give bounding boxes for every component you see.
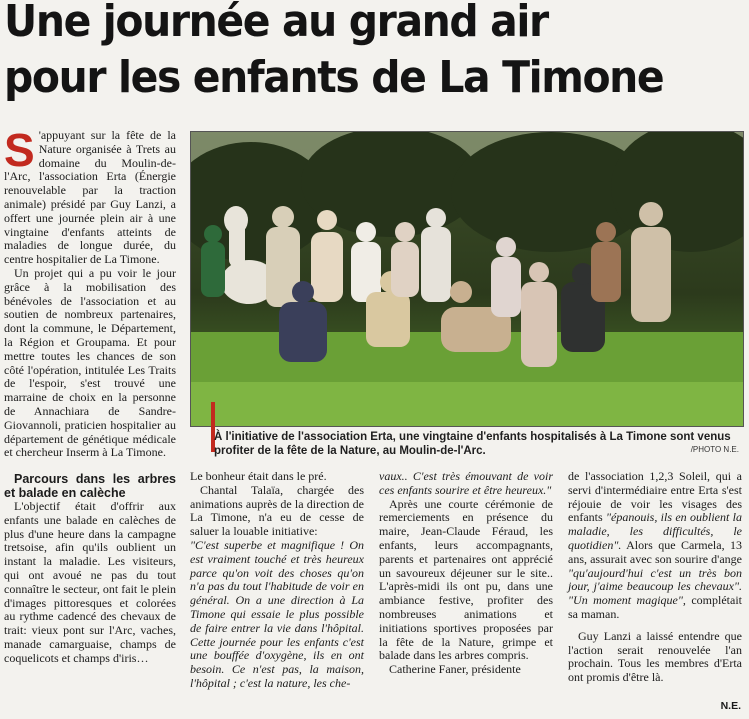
headline [4, 0, 696, 106]
paragraph-faner: Catherine Faner, présidente [389, 662, 521, 677]
paragraph-ceremonie: Après une courte cérémonie de remerciements en présence du maire, Jean-Claude Féraud, les enfants, leurs accompagnants, parents et partenaires ont apprécié un savoureux déjeuner sur le site.. L'après-midi ils ont pu, dans une ambiance festive, profiter des nombreuses animations et initiations sportives proposées par la fête de la Nature, grimpe et balade dans les arbres compris. [379, 496, 553, 663]
paragraph-soleil: de l'association 1,2,3 Soleil, qui a servi d'intermédiaire entre Erta s'est réjouie de voir les visages des enfants "épanouis, ils en oublient la maladie, les difficultés, le quotidien". Alors que Carmela, 13 ans, assurait avec son sourire d'ange "qu'aujourd'hui c'est un très bon jour, j'aime beaucoup les chevaux". "Un moment magique", complétait sa maman. [568, 469, 743, 621]
photo-credit: /PHOTO N.E. [690, 445, 739, 454]
column-1-top [4, 124, 176, 460]
column-1-bottom [4, 472, 176, 666]
intro-paragraph: S 'appuyant sur la fête de la Nature organisée à Trets au domaine du Moulin-de-l'Arc, l'association Erta (Énergie renouvelable par la traction animale) présidé par Guy Lanzi, a offert une journée plein air à une vingtaine d'enfants atteints de maladies de longue durée, du centre hospitalier de La Timone. [4, 124, 176, 267]
headline-line-1: Une journée au grand air [4, 0, 548, 47]
paragraph-bonheur: Le bonheur était dans le pré. [190, 469, 327, 483]
subheading: Parcours dans les arbres et balade en calèche [4, 472, 176, 500]
paragraph-lanzi: Guy Lanzi a laissé entendre que l'action serait renouvelée l'an prochain. Tous les membres d'Erta ont promis d'être là. [568, 628, 742, 685]
article-photo [190, 131, 744, 427]
author-signature: N.E. [720, 700, 741, 712]
column-4 [568, 470, 742, 685]
quote-talaia-end: vaux.. C'est très émouvant de voir ces enfants sourire et être heureux." [379, 469, 553, 497]
quote-talaia: "C'est superbe et magnifique ! On est vraiment touché et très heureux parce qu'on voit des choses qu'on n'a pas du tout l'habitude de voir en général. On a une direction à La Timone qui essaie le plus possible de faire entrer la vie dans l'hôpital. Cette journée pour les enfants c'est une bouffée d'oxygène, ils en ont besoin. Ce n'est pas, la maison, l'hôpital ; c'est la nature, les che- [190, 537, 364, 690]
photo-caption: À l'initiative de l'association Erta, une vingtaine d'enfants hospitalisés à La Timone sont venus profiter de la fête de la Nature, au Moulin-de-l'Arc. [214, 431, 731, 457]
column-3 [379, 470, 553, 677]
paragraph-objective: L'objectif était d'offrir aux enfants une balade en calèches de plus d'une heure dans la campagne tretsoise, afin qu'ils oublient un instant la maladie. Les visiteurs, qui ont avoué ne pas du tout connaître le secteur, ont fait le plein d'images pittoresques et colorées au rythme cadencé des chevaux de trait: vieux pont sur l'Arc, vaches, manade camarguaise, champs de coquelicots et champs d'iris… [4, 499, 176, 665]
drop-cap: S [4, 124, 35, 176]
column-2 [190, 470, 364, 691]
paragraph-talaia: Chantal Talaïa, chargée des animations auprès de la direction de La Timone, n'a eu de cesse de saluer la louable initiative: [190, 482, 364, 539]
paragraph-project: Un projet qui a pu voir le jour grâce à la mobilisation des bénévoles de l'association et au soutien de nombreux partenaires, dont la commune, le Département, la Région et Groupama. Et pour mettre toutes les chances de son côté l'opération, intitulée Les Traits de l'espoir, s'est trouvé une marraine de choix en la personne de Annachiara de Sandre-Giovannoli, praticien hospitalier au département de génétique médicale et chercheur Inserm à La Timone. [4, 265, 176, 460]
headline-line-2: pour les enfants de La Timone [4, 52, 664, 103]
